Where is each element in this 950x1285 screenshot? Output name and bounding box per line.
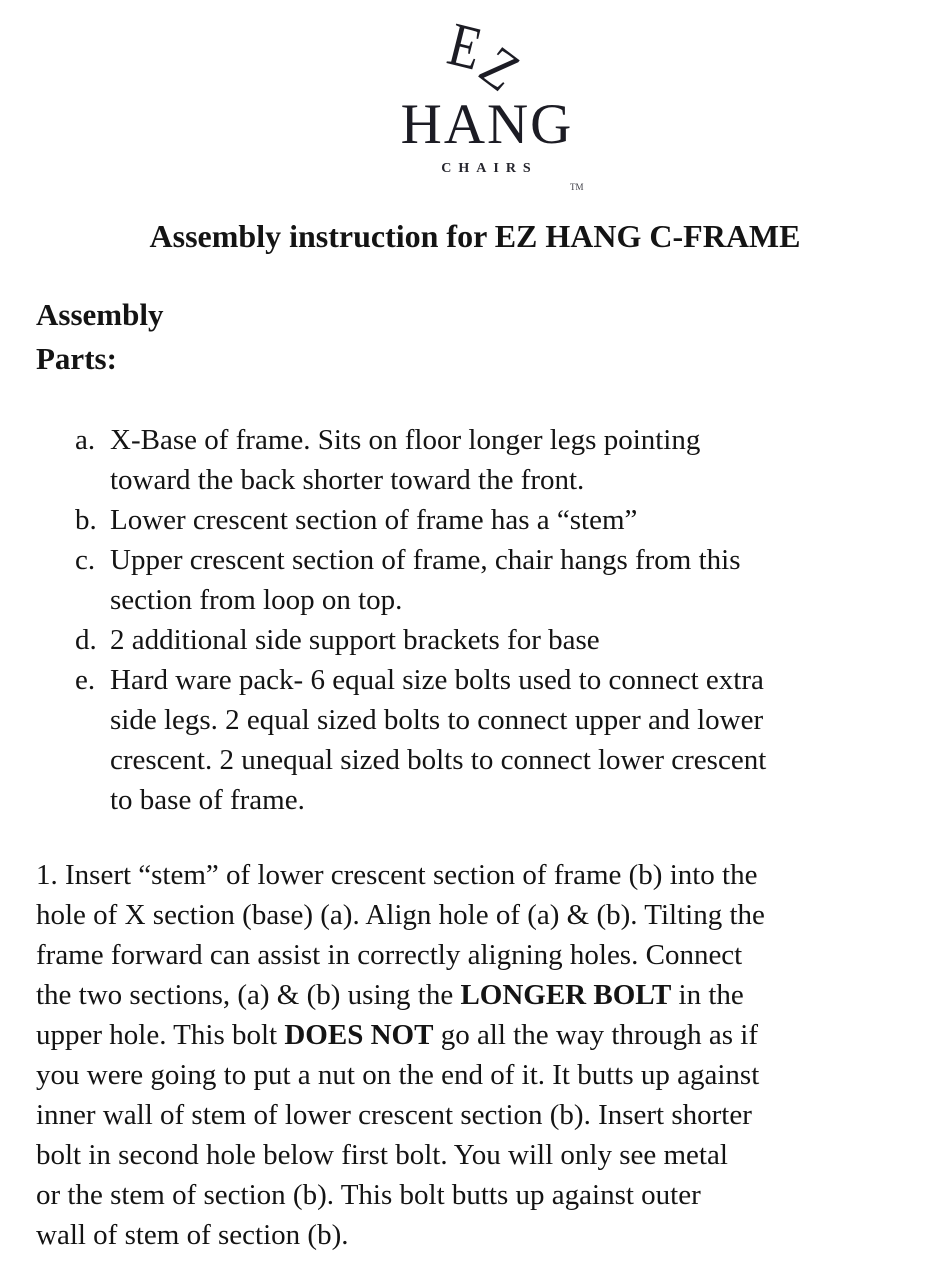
text-line: crescent. 2 unequal sized bolts to connect lower crescent bbox=[110, 744, 767, 776]
text-line: Upper crescent section of frame, chair hangs from this bbox=[110, 544, 741, 576]
text-line: 2 additional side support brackets for base bbox=[110, 624, 600, 656]
text-line: X-Base of frame. Sits on floor longer legs pointing bbox=[110, 424, 701, 456]
section-heading-line-1: Assembly bbox=[36, 297, 164, 332]
text-line: upper hole. This bolt DOES NOT go all the way through as if bbox=[36, 1019, 759, 1051]
list-marker: c. bbox=[75, 544, 96, 576]
text-line: toward the back shorter toward the front. bbox=[110, 464, 585, 496]
parts-list bbox=[75, 420, 766, 820]
text-line: or the stem of section (b). This bolt butts up against outer bbox=[36, 1179, 701, 1211]
list-item-d bbox=[75, 620, 766, 660]
text-line: you were going to put a nut on the end of it. It butts up against bbox=[36, 1059, 760, 1091]
list-marker: b. bbox=[75, 504, 97, 536]
list-marker: e. bbox=[75, 664, 96, 696]
list-item-c bbox=[75, 540, 766, 620]
list-item-text bbox=[110, 660, 766, 820]
text-line: wall of stem of section (b). bbox=[36, 1219, 349, 1251]
text-line: section from loop on top. bbox=[110, 584, 403, 616]
logo-letter-z: Z bbox=[468, 33, 532, 104]
list-item-b bbox=[75, 500, 766, 540]
list-marker: d. bbox=[75, 624, 97, 656]
list-item-text bbox=[110, 540, 741, 620]
text-line: hole of X section (base) (a). Align hole of (a) & (b). Tilting the bbox=[36, 899, 765, 931]
text-line: side legs. 2 equal sized bolts to connect upper and lower bbox=[110, 704, 764, 736]
list-item-a bbox=[75, 420, 766, 500]
section-heading-line-2: Parts: bbox=[36, 341, 117, 376]
text-line: 1. Insert “stem” of lower crescent section of frame (b) into the bbox=[36, 859, 758, 891]
text-line: Lower crescent section of frame has a “stem” bbox=[110, 504, 638, 536]
text-line: the two sections, (a) & (b) using the LONGER BOLT in the bbox=[36, 979, 744, 1011]
text-line: frame forward can assist in correctly aligning holes. Connect bbox=[36, 939, 743, 971]
list-item-text bbox=[110, 620, 600, 660]
logo-letter-e: E bbox=[441, 10, 489, 84]
step-1-paragraph bbox=[36, 855, 765, 1255]
page-title: Assembly instruction for EZ HANG C-FRAME bbox=[149, 218, 801, 254]
text-line: to base of frame. bbox=[110, 784, 305, 816]
logo-wordmark-hang: HANG bbox=[400, 93, 574, 156]
list-item-text bbox=[110, 500, 637, 540]
section-heading-assembly-parts bbox=[36, 293, 163, 381]
text-line: Hard ware pack- 6 equal size bolts used to connect extra bbox=[110, 664, 764, 696]
list-marker: a. bbox=[75, 424, 96, 456]
list-item-text bbox=[110, 420, 700, 500]
logo-wordmark-chairs: CHAIRS bbox=[441, 161, 538, 176]
text-line: bolt in second hole below first bolt. You will only see metal bbox=[36, 1139, 728, 1171]
text-line: inner wall of stem of lower crescent section (b). Insert shorter bbox=[36, 1099, 752, 1131]
trademark-symbol: TM bbox=[570, 182, 584, 192]
ez-hang-chairs-logo bbox=[386, 10, 586, 204]
list-item-e bbox=[75, 660, 766, 820]
